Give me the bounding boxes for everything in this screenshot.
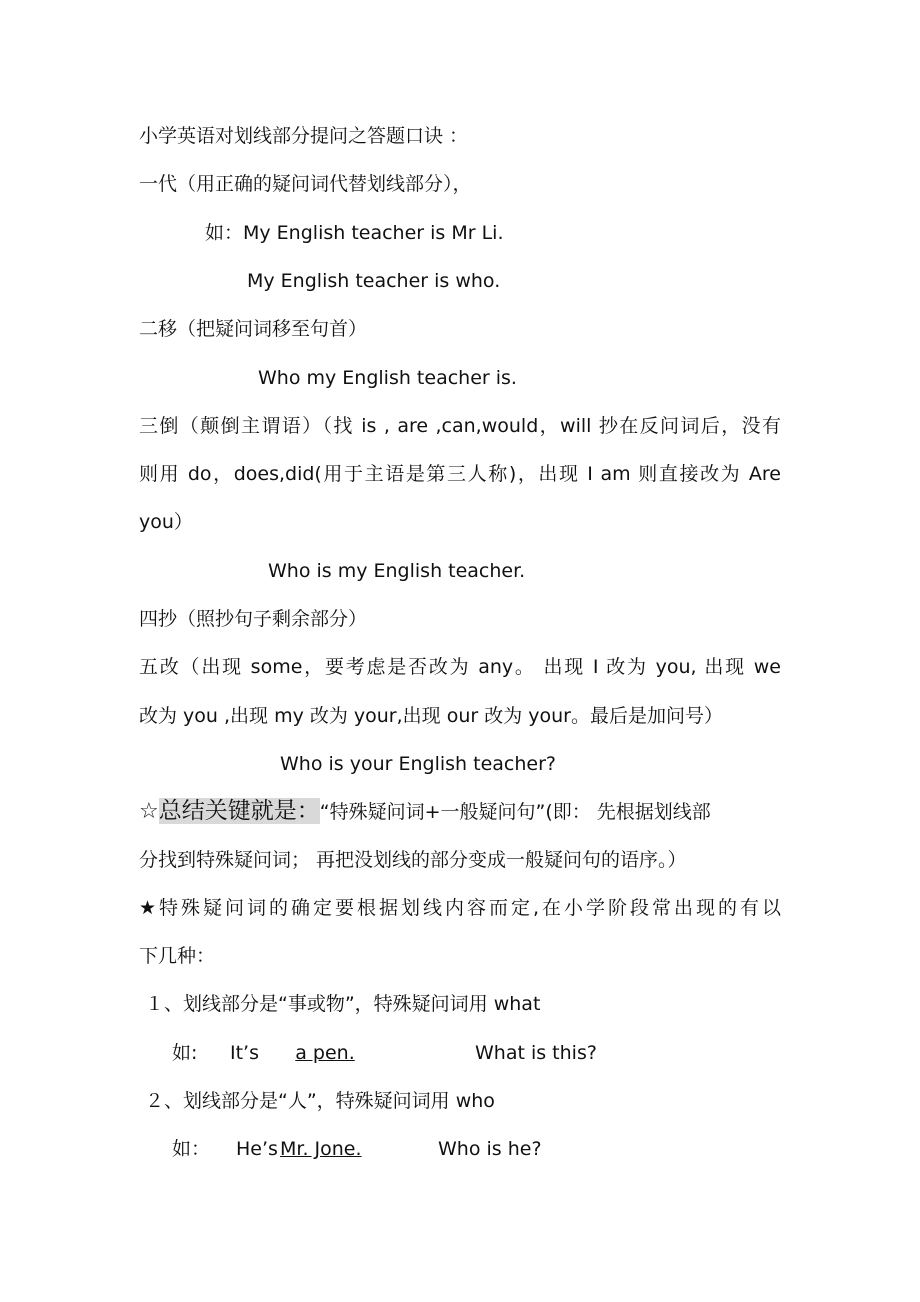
example-2: Who my English teacher is. (258, 367, 517, 389)
step-1: 一代（用正确的疑问词代替划线部分）， (139, 173, 472, 195)
step-2: 二移（把疑问词移至句首） (139, 318, 368, 340)
item-2-example-hes: He’s (236, 1138, 278, 1160)
step-5-line-1: 五改（出现 some，要考虑是否改为 any。 出现 I 改为 you, 出现 we (139, 656, 781, 678)
summary-line-1 (139, 797, 711, 826)
step-3-line-1: 三倒（颠倒主谓语）（找 is , are ,can,would，will 抄在反问词后，没有 (139, 415, 781, 437)
summary-highlight: 总结关键就是： (158, 798, 320, 824)
example-1a: 如：My English teacher is Mr Li. (205, 222, 504, 244)
note-line-1: ★特殊疑问词的确定要根据划线内容而定,在小学阶段常出现的有以 (139, 897, 781, 919)
item-1-underlined-answer: a pen. (295, 1042, 355, 1064)
example-5: Who is your English teacher? (280, 753, 556, 775)
item-2-example-prefix: 如： (172, 1138, 211, 1160)
doc-title: 小学英语对划线部分提问之答题口诀 ： (139, 125, 469, 147)
summary-rest: “特殊疑问词+一般疑问句”(即： 先根据划线部 (319, 801, 711, 823)
item-1-example-its: It’s (230, 1042, 259, 1064)
step-5-line-2: 改为 you ,出现 my 改为 your,出现 our 改为 your。最后是加问号） (139, 705, 723, 727)
example-3: Who is my English teacher. (268, 560, 526, 582)
example-1b: My English teacher is who. (247, 270, 501, 292)
summary-line-2: 分找到特殊疑问词； 再把没划线的部分变成一般疑问句的语序。） (139, 849, 687, 871)
step-4: 四抄（照抄句子剩余部分） (139, 608, 368, 630)
item-1-example-prefix: 如: (172, 1042, 198, 1064)
step-3-line-2: 则用 do，does,did(用于主语是第三人称)，出现 I am 则直接改为 Are (139, 463, 781, 485)
item-2-underlined-answer: Mr. Jone. (280, 1138, 362, 1160)
item-1-question: What is this? (475, 1042, 597, 1064)
note-line-2: 下几种： (139, 945, 216, 967)
item-1: １、划线部分是“事或物”，特殊疑问词用 what (145, 993, 541, 1015)
star-outline-icon: ☆ (139, 799, 159, 824)
step-3-line-3: you） (139, 511, 193, 533)
item-2: ２、划线部分是“人”，特殊疑问词用 who (145, 1090, 495, 1112)
item-2-question: Who is he? (438, 1138, 542, 1160)
